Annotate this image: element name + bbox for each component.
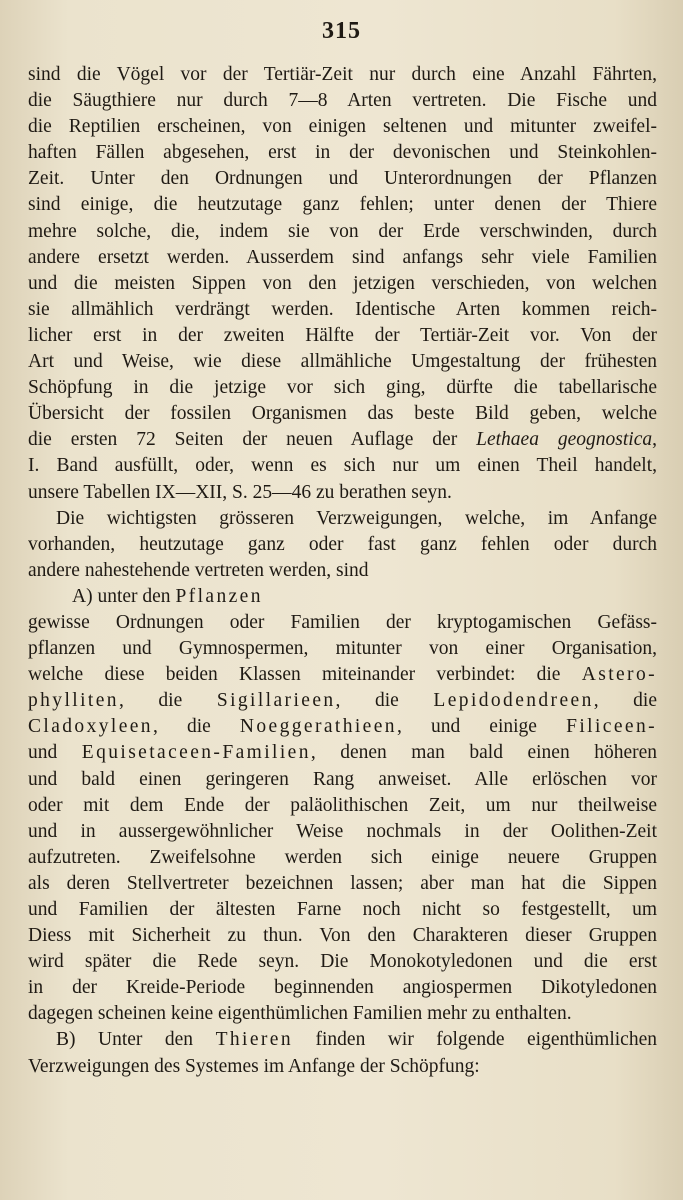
text-line: Diess mit Sicherheit zu thun. Von den Charakteren dieser Gruppen [28, 925, 657, 947]
text-line: die ersten 72 Seiten der neuen Auflage der Lethaea geognostica, [28, 429, 657, 451]
text-line: Schöpfung in die jetzige vor sich ging, dürfte die tabellarische [28, 377, 657, 399]
text-line: licher erst in der zweiten Hälfte der Tertiär-Zeit vor. Von der [28, 324, 657, 346]
text-line: Übersicht der fossilen Organismen das beste Bild geben, welche [28, 403, 657, 425]
text-line: und Equisetaceen-Familien, denen man bald einen höheren [28, 742, 657, 764]
text-line: phylliten, die Sigillarieen, die Lepidodendreen, die [28, 690, 658, 712]
section-heading-a: A) unter den Pflanzen [72, 585, 263, 607]
text-line: sie allmählich verdrängt werden. Identische Arten kommen reich- [28, 298, 657, 320]
text-line: und in aussergewöhnlicher Weise nochmals in der Oolithen-Zeit [28, 820, 657, 842]
page-number: 315 [322, 18, 361, 44]
text-line: haften Fällen abgesehen, erst in der devonischen und Steinkohlen- [28, 142, 657, 164]
text-line: Verzweigungen des Systemes im Anfange der Schöpfung: [28, 1055, 480, 1077]
text-line: vorhanden, heutzutage ganz oder fast ganz fehlen oder durch [28, 533, 657, 555]
text-line: die Reptilien erscheinen, von einigen seltenen und mitunter zweifel- [28, 116, 657, 138]
text-line: sind die Vögel vor der Tertiär-Zeit nur durch eine Anzahl Fährten, [28, 64, 657, 85]
text-line: aufzutreten. Zweifelsohne werden sich einige neuere Gruppen [28, 846, 657, 868]
text-line: andere ersetzt werden. Ausserdem sind anfangs sehr viele Familien [28, 246, 657, 268]
text-line: sind einige, die heutzutage ganz fehlen; unter denen der Thiere [28, 194, 657, 216]
text-line: pflanzen und Gymnospermen, mitunter von einer Organisation, [28, 638, 657, 660]
text-line: unsere Tabellen IX—XII, S. 25—46 zu berathen seyn. [28, 481, 452, 503]
text-line: Cladoxyleen, die Noeggerathieen, und einige Filiceen- [28, 716, 657, 738]
text-line: wird später die Rede seyn. Die Monokotyledonen und die erst [28, 951, 657, 973]
section-heading-b: B) Unter den Thieren finden wir folgende eigenthümlichen [56, 1029, 657, 1051]
italic-title: Lethaea geognostica [476, 429, 653, 451]
text-line: dagegen scheinen keine eigenthümlichen Familien mehr zu enthalten. [28, 1003, 572, 1025]
text-line: I. Band ausfüllt, oder, wenn es sich nur um einen Theil handelt, [28, 455, 657, 477]
text-line: oder mit dem Ende der paläolithischen Zeit, um nur theilweise [28, 794, 657, 816]
text-line: mehre solche, die, indem sie von der Erde verschwinden, durch [28, 220, 657, 242]
text-line: als deren Stellvertreter bezeichnen lassen; aber man hat die Sippen [28, 872, 657, 894]
text-line: welche diese beiden Klassen miteinander verbindet: die Astero- [28, 664, 657, 686]
text-line: andere nahestehende vertreten werden, sind [28, 559, 369, 581]
text-line: Die wichtigsten grösseren Verzweigungen, welche, im Anfange [56, 507, 657, 529]
body-text [28, 62, 657, 1080]
text-line: Art und Weise, wie diese allmähliche Umgestaltung der frühesten [28, 351, 657, 373]
text-line: gewisse Ordnungen oder Familien der kryptogamischen Gefäss- [28, 611, 657, 633]
text-line: und die meisten Sippen von den jetzigen verschieden, von welchen [28, 272, 657, 294]
text-line: die Säugthiere nur durch 7—8 Arten vertreten. Die Fische und [28, 90, 657, 112]
text-line: und Familien der ältesten Farne noch nicht so festgestellt, um [28, 899, 657, 920]
text-line: und bald einen geringeren Rang anweiset. Alle erlöschen vor [28, 768, 657, 790]
text-line: Zeit. Unter den Ordnungen und Unterordnungen der Pflanzen [28, 168, 657, 190]
text-line: in der Kreide-Periode beginnenden angiospermen Dikotyledonen [28, 977, 657, 999]
